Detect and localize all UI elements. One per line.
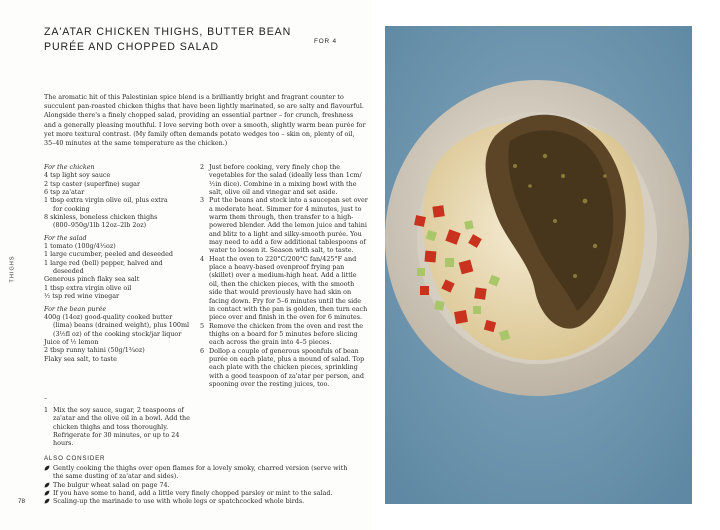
ingredient-line: 4 tsp light soy sauce <box>44 171 111 180</box>
tip-text: Scaling-up the marinade to use with whole legs or spatchcocked whole birds. <box>53 497 305 506</box>
ingredient-line: 2 tbsp runny tahini (50g/1¾oz) <box>44 346 145 355</box>
method-step <box>44 406 199 448</box>
step-text: Heat the oven to 220°C/200°C fan/425°F and place a heavy-based ovenproof frying pan (skillet) over a medium-high heat. Add a little oil, then the chicken pieces, with the smooth side that would previously have had skin on facing down. Fry for 5–6 minutes until the side in contact with the pan is golden, then turn each piece over and finish in the oven for 6 minutes. <box>209 254 368 322</box>
step-number: 3 <box>200 196 205 205</box>
ingredients-heading-chicken: For the chicken <box>44 163 95 171</box>
tip-item <box>44 489 354 497</box>
ingredients-list <box>44 163 190 363</box>
leaf-icon <box>44 482 50 488</box>
method-step <box>200 255 368 322</box>
ingredient-line: 1 tbsp extra virgin olive oil <box>44 283 132 292</box>
step-text: Remove the chicken from the oven and rest the thighs on a board for 5 minutes before slicing each across the grain into 4–5 pieces. <box>209 321 364 347</box>
step-number: 4 <box>200 254 205 263</box>
method-step <box>200 322 368 347</box>
step-text: Mix the soy sauce, sugar, 2 teaspoons of za'atar and the olive oil in a bowl. Add the chicken thighs and toss thoroughly. Refrigerate for 30 minutes, or up to 24 hours. <box>53 406 190 448</box>
recipe-intro: The aromatic hit of this Palestinian spice blend is a brilliantly bright and fragrant counter to succulent pan-roasted chicken thighs that have been lightly marinated, so are salty and flavourful. Alongside there's a finely chopped salad, providing an essential partner – for crunch, freshness and a generally pleasing mouthful. I love serving both over a smooth, slightly warm bean purée for yet more textural contrast. (My family often demands potato wedges too – skin on, plenty of oil, 35–40 minutes at the same temperature as the chicken.) <box>44 93 366 148</box>
dish-photo <box>385 26 692 504</box>
tip-item <box>44 497 354 505</box>
ingredient-line: (lima) beans (drained weight), plus 100ml <box>53 321 190 330</box>
step-number: 5 <box>200 321 205 330</box>
ingredient-line: for cooking <box>53 204 90 213</box>
step-number: 6 <box>200 346 205 355</box>
chapter-tab-label: THIGHS <box>9 255 16 283</box>
ingredient-line: 2 tsp caster (superfine) sugar <box>44 179 141 188</box>
ingredient-line: Juice of ½ lemon <box>44 337 99 346</box>
method-step <box>200 163 368 196</box>
ingredient-line: Flaky sea salt, to taste <box>44 354 117 363</box>
chapter-tab <box>11 252 19 292</box>
method-step <box>200 347 368 389</box>
ingredient-line: 6 tsp za'atar <box>44 188 85 197</box>
tip-text: Gently cooking the thighs over open flames for a lovely smoky, charred version (serve with the same dusting of za'atar and sides). <box>53 464 348 481</box>
ingredients-heading-puree: For the bean purée <box>44 304 107 313</box>
ingredient-line: (3½fl oz) of the cooking stock/jar liquor <box>53 329 182 338</box>
step-number: 1 <box>44 406 49 414</box>
serves-label: FOR 4 <box>314 38 337 45</box>
page-number: 78 <box>18 498 26 505</box>
ingredient-line: ½ tsp red wine vinegar <box>44 292 120 301</box>
tip-text: The bulgur wheat salad on page 74. <box>53 480 170 489</box>
tip-text: If you have some to hand, add a little very finely chopped parsley or mint to the salad. <box>53 488 333 497</box>
leaf-icon <box>44 498 50 504</box>
recipe-title: ZA'ATAR CHICKEN THIGHS, BUTTER BEAN PURÉE AND CHOPPED SALAD <box>44 26 292 53</box>
step-text: Dollop a couple of generous spoonfuls of bean purée on each plate, plus a mound of salad. Top each plate with the chicken pieces, sprinkling with a good teaspoon of za'atar per person, and spooning over the resting juices, too. <box>209 346 365 388</box>
ingredient-line: 1 large cucumber, peeled and deseeded <box>44 250 173 259</box>
ingredient-line: 1 tbsp extra virgin olive oil, plus extra <box>44 196 168 205</box>
step-text: Put the beans and stock into a saucepan set over a moderate heat. Simmer for 4 minutes, just to warm them through, then transfer to a high-powered blender. Add the lemon juice and tahini and blitz to a light and silky-smooth purée. You may need to add a few additional tablespoons of water to loosen it. Season with salt, to taste. <box>209 196 368 255</box>
ingredients-heading-salad: For the salad <box>44 233 87 242</box>
ingredient-line: 8 skinless, boneless chicken thighs <box>44 213 158 222</box>
ingredient-line: 400g (14oz) good-quality cooked butter <box>44 312 173 321</box>
ingredient-line: 1 large red (bell) pepper, halved and <box>44 258 163 267</box>
ingredient-line: (800–950g/1lb 12oz–2lb 2oz) <box>53 221 147 230</box>
ingredient-line: Generous pinch flaky sea salt <box>44 275 140 284</box>
also-consider-heading: ALSO CONSIDER <box>44 455 106 462</box>
method-list <box>200 163 368 388</box>
section-dash: – <box>44 395 47 402</box>
tip-item <box>44 481 354 489</box>
method-step <box>200 196 368 254</box>
also-consider-box <box>44 455 354 505</box>
leaf-icon <box>44 490 50 496</box>
tip-item <box>44 464 354 480</box>
ingredient-line: deseeded <box>53 267 84 276</box>
step-text: Just before cooking, very finely chop the vegetables for the salad (ideally less than 1cm/½in dice). Combine in a mixing bowl with the salt, olive oil and vinegar and set aside. <box>209 163 362 197</box>
ingredient-line: 1 tomato (100g/4½oz) <box>44 242 116 251</box>
step-number: 2 <box>200 163 205 171</box>
leaf-icon <box>44 465 50 471</box>
